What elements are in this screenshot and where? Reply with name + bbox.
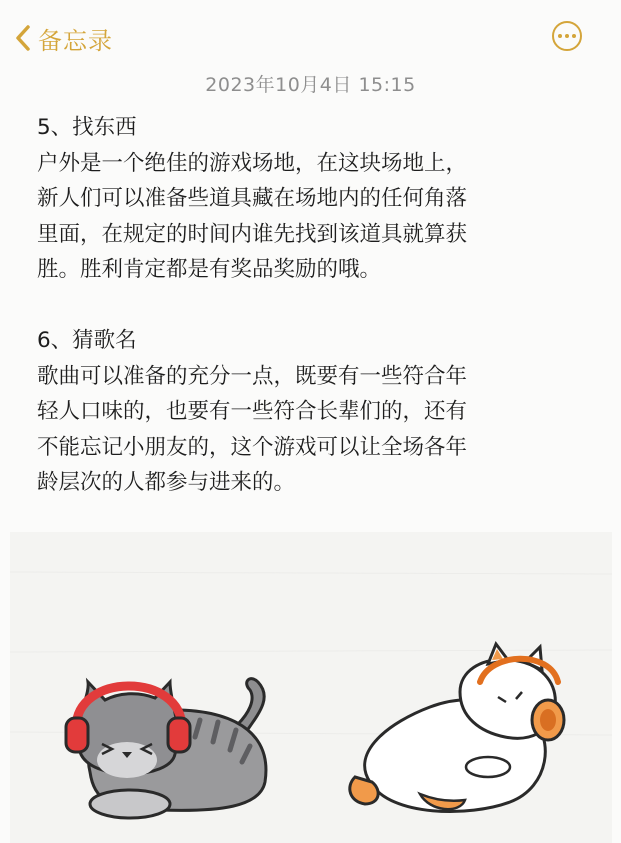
white-cat-figure — [350, 644, 564, 812]
more-options-button[interactable] — [552, 21, 582, 51]
note-body[interactable] — [37, 110, 597, 501]
paragraph-line: 户外是一个绝佳的游戏场地，在这块场地上， — [37, 150, 468, 176]
back-button[interactable] — [14, 20, 113, 56]
note-date: 2023年10月4日 15:15 — [205, 74, 416, 96]
paragraph-line: 新人们可以准备些道具藏在场地内的任何角落 — [37, 186, 468, 211]
paragraph-line: 歌曲可以准备的充分一点，既要有一些符合年 — [37, 363, 468, 389]
paragraph-line: 龄层次的人都参与进来的。 — [37, 470, 296, 495]
blank-line — [37, 288, 597, 324]
section-heading: 6、猜歌名 — [37, 328, 137, 353]
section-heading: 5、找东西 — [37, 115, 137, 140]
paragraph-line: 不能忘记小朋友的，这个游戏可以让全场各年 — [37, 434, 468, 460]
ellipsis-dot — [558, 34, 562, 38]
ellipsis-dot — [565, 34, 569, 38]
navigation-bar — [0, 0, 621, 76]
paragraph-line: 胜。胜利肯定都是有奖品奖励的哦。 — [37, 257, 382, 282]
ellipsis-dot — [572, 34, 576, 38]
paragraph-line: 里面，在规定的时间内谁先找到该道具就算获 — [37, 221, 468, 247]
gray-cat-figure — [66, 679, 266, 818]
cats-illustration[interactable] — [10, 532, 612, 843]
paragraph-line: 轻人口味的，也要有一些符合长辈们的，还有 — [37, 399, 468, 424]
back-label: 备忘录 — [38, 26, 113, 55]
chevron-left-icon — [14, 24, 32, 52]
